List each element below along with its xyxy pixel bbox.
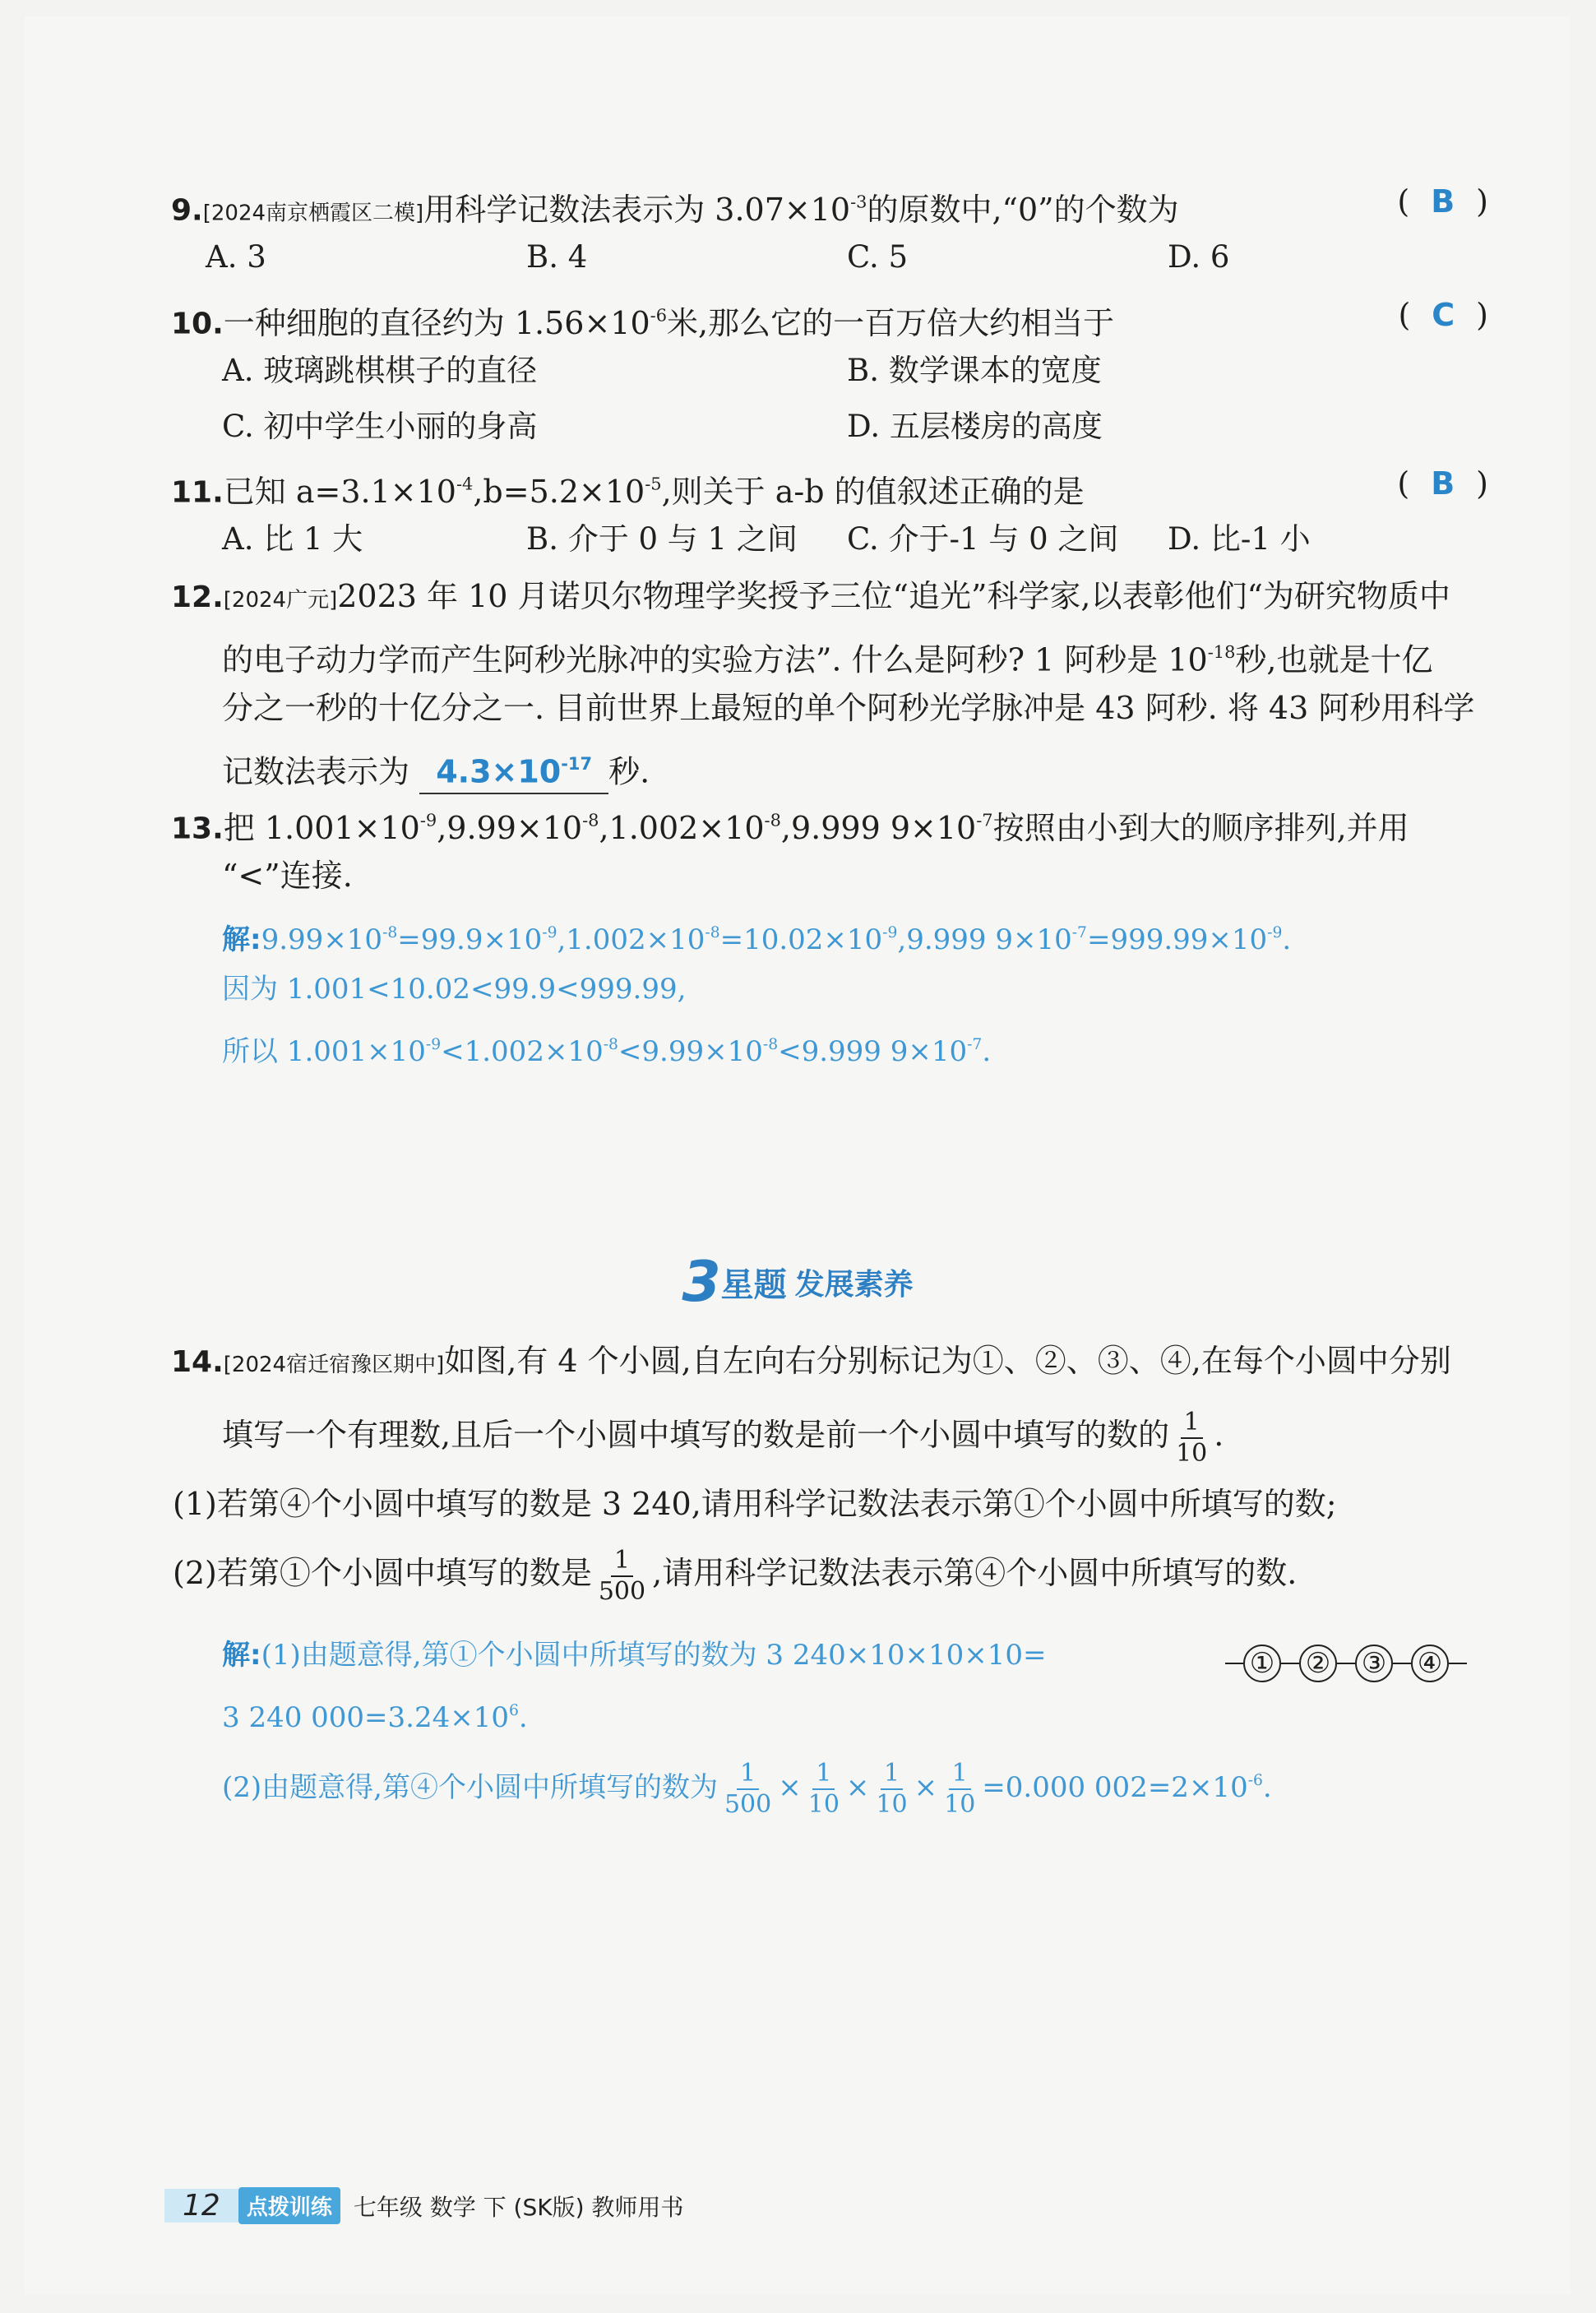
option-a: A. 比 1 大 [222, 521, 363, 557]
question-stem-line: “<”连接. [222, 858, 353, 894]
question-11 [173, 463, 1488, 578]
option-b: B. 介于 0 与 1 之间 [526, 521, 798, 557]
option-a: A. 玻璃跳棋棋子的直径 [222, 353, 538, 388]
fraction: $\frac{1}{10}$ [876, 1759, 908, 1820]
fill-in-answer: $4.3\times 10^{-17}$ [419, 743, 608, 794]
question-stem: 把 $1.001\times 10^{-9},9.99\times 10^{-8},1.002\times 10^{-8},9.999$ $9\times 10^{-7}$按照由小到大的顺序排列,并用 [223, 809, 1409, 846]
option-a: A. 3 [206, 239, 266, 275]
page [25, 16, 1571, 2294]
page-footer [164, 2187, 683, 2224]
fraction: $\frac{1}{500}$ [598, 1545, 646, 1606]
solution-label: 解: [222, 923, 261, 957]
fraction: $\frac{1}{10}$ [807, 1759, 840, 1820]
question-stem: 一种细胞的直径约为 $1.56\times 10^{-6}$米,那么它的一百万倍大约相当于 [223, 304, 1115, 341]
series-logo: 点拨训练 [238, 2187, 340, 2224]
solution-label: 解: [222, 1639, 261, 1672]
question-source: [2024南京栖霞区二模] [202, 201, 424, 226]
option-c: C. 5 [847, 239, 909, 275]
option-b: B. 数学课本的宽度 [847, 353, 1102, 388]
question-12 [173, 576, 1488, 806]
option-c: C. 初中学生小丽的身高 [222, 409, 538, 444]
question-number: 10. [171, 307, 224, 341]
answer-bracket: ( B ) [1397, 183, 1488, 220]
question-stem: 如图,有 4 个小圆,自左向右分别标记为①、②、③、④,在每个小圆中分别 [444, 1343, 1451, 1379]
section-subtitle: 发展素养 [794, 1268, 914, 1302]
question-number: 11. [171, 475, 224, 510]
fraction: $\frac{1}{10}$ [1176, 1407, 1208, 1468]
question-stem: 2023 年 10 月诺贝尔物理学奖授予三位“追光”科学家,以表彰他们“为研究物质中 [337, 578, 1450, 614]
solution-line: 3 240 $000=3.24\times 10^6$. [222, 1701, 528, 1735]
solution-line: 所以 $1.001\times 10^{-9}<1.002\times 10^{-8}<9.99\times 10^{-8}<9.999$ $9\times 10^{-7}$. [222, 1035, 992, 1069]
solution-line: 因为 1.001<10.02<99.9<999.99, [222, 973, 687, 1006]
question-stem: 用科学记数法表示为 $3.07\times 10^{-3}$的原数中,“0”的个数为 [423, 191, 1179, 228]
circle-2: ② [1299, 1645, 1337, 1682]
fraction: $\frac{1}{10}$ [944, 1759, 976, 1820]
circle-4: ④ [1411, 1645, 1449, 1682]
section-number: 3 [682, 1250, 721, 1315]
solution-line: 解$:9.99\times 10^{-8}=99.9\times 10^{-9},1.002\times 10^{-8}=10.02\times 10^{-9},9.999$ $9\times 10^{-7}=999.99\times 10^{-9}$. [222, 923, 1292, 957]
circle-1: ① [1243, 1645, 1281, 1682]
question-13 [173, 799, 1488, 1112]
solution-line: (2)由题意得,第④个小圆中所填写的数为 $\frac{1}{500}$ × $\frac{1}{10}$ × $\frac{1}{10}$ × $\frac{1}{10}$ =0.000 $002=2\times 10^{-6}$. [222, 1759, 1272, 1820]
question-stem-line: 记数法表示为 $4.3\times 10^{-17}$ 秒. [222, 743, 650, 794]
question-14 [173, 1340, 1488, 1834]
option-d: D. 6 [1168, 239, 1230, 275]
option-b: B. 4 [526, 239, 588, 275]
section-title: 星题 [720, 1266, 787, 1304]
option-d: D. 五层楼房的高度 [847, 409, 1103, 444]
circles-figure [1225, 1645, 1467, 1682]
question-number: 14. [171, 1345, 224, 1379]
circle-3: ③ [1355, 1645, 1393, 1682]
question-number: 13. [171, 812, 224, 846]
solution-line: 解:(1)由题意得,第①个小圆中所填写的数为 3 240×10×10×10= [222, 1639, 1047, 1672]
question-number: 12. [171, 581, 224, 614]
question-stem-line: 分之一秒的十亿分之一. 目前世界上最短的单个阿秒光学脉冲是 43 阿秒. 将 43 阿秒用科学 [222, 690, 1475, 726]
question-source: [2024宿迁宿豫区期中] [223, 1353, 445, 1377]
answer-letter: C [1432, 297, 1455, 333]
sub-question-1: (1)若第④个小圆中填写的数是 3 240,请用科学记数法表示第①个小圆中所填写的数; [173, 1486, 1337, 1522]
option-c: C. 介于-1 与 0 之间 [847, 521, 1119, 557]
page-number: 12 [164, 2189, 238, 2223]
answer-letter: B [1431, 465, 1455, 502]
question-10 [173, 294, 1488, 467]
question-source: [2024广元] [223, 588, 338, 613]
option-d: D. 比-1 小 [1168, 521, 1311, 557]
section-header [25, 1250, 1571, 1315]
answer-bracket: ( C ) [1398, 297, 1488, 333]
question-stem: 已知 $a=3.1\times 10^{-4},b=5.2\times 10^{-5}$,则关于 a-b 的值叙述正确的是 [223, 473, 1085, 510]
answer-bracket: ( B ) [1397, 465, 1488, 502]
fraction: $\frac{1}{500}$ [724, 1759, 772, 1820]
sub-question-2: (2)若第①个小圆中填写的数是 $\frac{1}{500}$ ,请用科学记数法表示第④个小圆中所填写的数. [173, 1545, 1298, 1606]
answer-letter: B [1431, 183, 1455, 220]
question-stem-line: 的电子动力学而产生阿秒光脉冲的实验方法”. 什么是阿秒? 1 阿秒是 $10^{-18}$秒,也就是十亿 [222, 641, 1433, 678]
question-9 [173, 181, 1488, 304]
book-title: 七年级 数学 下 (SK版) 教师用书 [353, 2193, 684, 2221]
question-number: 9. [171, 193, 203, 228]
question-stem-line: 填写一个有理数,且后一个小圆中填写的数是前一个小圆中填写的数的 $\frac{1}{10}$ . [222, 1407, 1224, 1468]
